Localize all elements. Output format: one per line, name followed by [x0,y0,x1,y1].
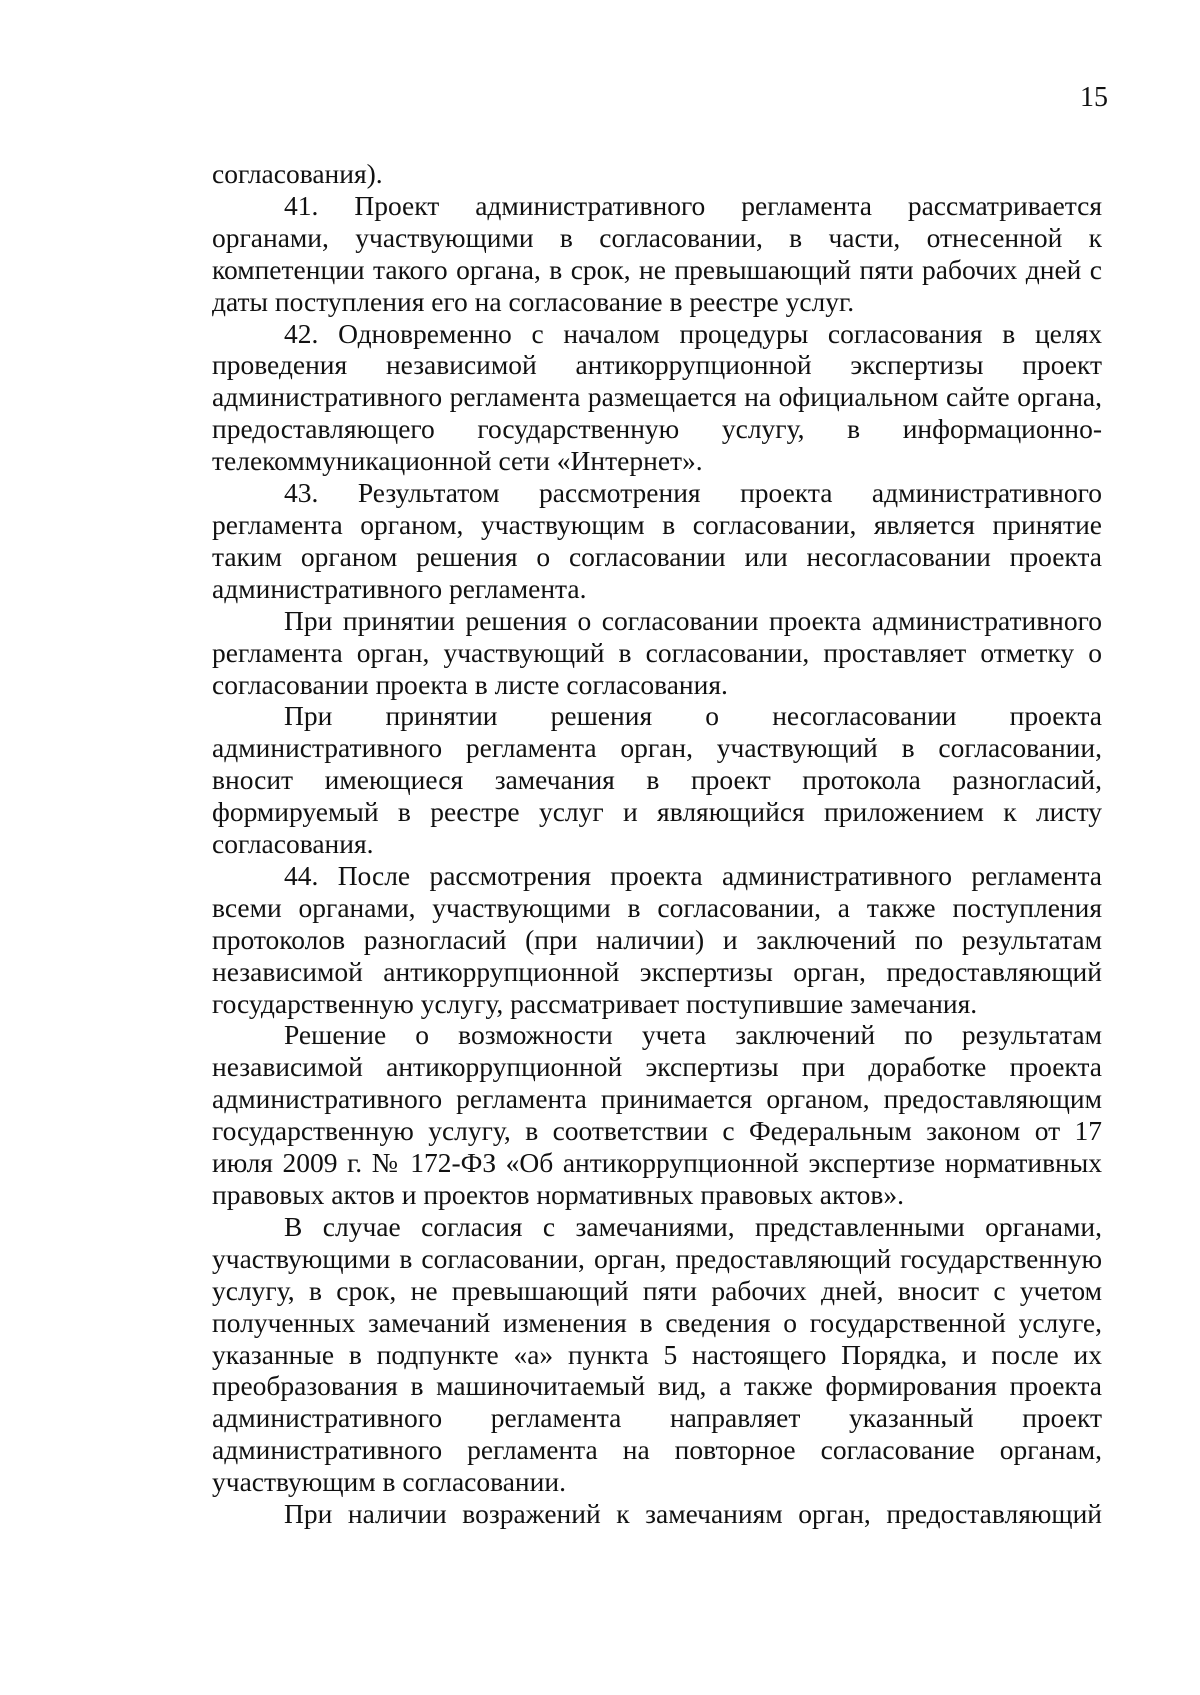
paragraph-approval: При принятии решения о согласовании проекта административного регламента орган, участвующий в согласовании, проставляет отметку о согласовании проекта в листе согласования. [212,604,1102,700]
paragraph-objections: При наличии возражений к замечаниям орган, предоставляющий [284,1498,1102,1530]
paragraph-decision: Решение о возможности учета заключений по результатам независимой антикоррупционной экспертизы при доработке проекта административного регламента принимается органом, предоставляющим государственную услугу, в соответствии с Федеральным законом от 17 июля 2009 г. № 172-ФЗ «Об антикоррупционной экспертизе нормативных правовых актов и проектов нормативных правовых актов». [212,1019,1102,1210]
paragraph-41: 41. Проект административного регламента рассматривается органами, участвующими в согласовании, в части, отнесенной к компетенции такого органа, в срок, не превышающий пяти рабочих дней с даты поступления его на согласование в реестре услуг. [212,189,1102,317]
paragraph-44: 44. После рассмотрения проекта административного регламента всеми органами, участвующими в согласовании, а также поступления протоколов разногласий (при наличии) и заключений по результатам независимой антикоррупционной экспертизы орган, предоставляющий государственную услугу, рассматривает поступившие замечания. [212,859,1102,1019]
paragraph-disapproval: При принятии решения о несогласовании проекта административного регламента орган, участвующий в согласовании, вносит имеющиеся замечания в проект протокола разногласий, формируемый в реестре услуг и являющийся приложением к листу согласования. [212,700,1102,860]
paragraph-continuation: согласования). [212,158,383,189]
paragraph-43: 43. Результатом рассмотрения проекта административного регламента органом, участвующим в согласовании, является принятие таким органом решения о согласовании или несогласовании проекта административного регламента. [212,477,1102,604]
paragraph-agreement: В случае согласия с замечаниями, представленными органами, участвующими в согласовании, орган, предоставляющий государственную услугу, в срок, не превышающий пяти рабочих дней, вносит с учетом полученных замечаний изменения в сведения о государственной услуге, указанные в подпункте «а» пункта 5 настоящего Порядка, и после их преобразования в машиночитаемый вид, а также формирования проекта административного регламента направляет указанный проект административного регламента на повторное согласование органам, участвующим в согласовании. [212,1210,1102,1498]
page-number: 15 [1080,82,1108,113]
paragraph-42: 42. Одновременно с началом процедуры согласования в целях проведения независимой антикоррупционной экспертизы проект административного регламента размещается на официальном сайте органа, предоставляющего государственную услугу, в информационно-телекоммуникационной сети «Интернет». [212,317,1102,477]
document-body [212,158,1102,1530]
